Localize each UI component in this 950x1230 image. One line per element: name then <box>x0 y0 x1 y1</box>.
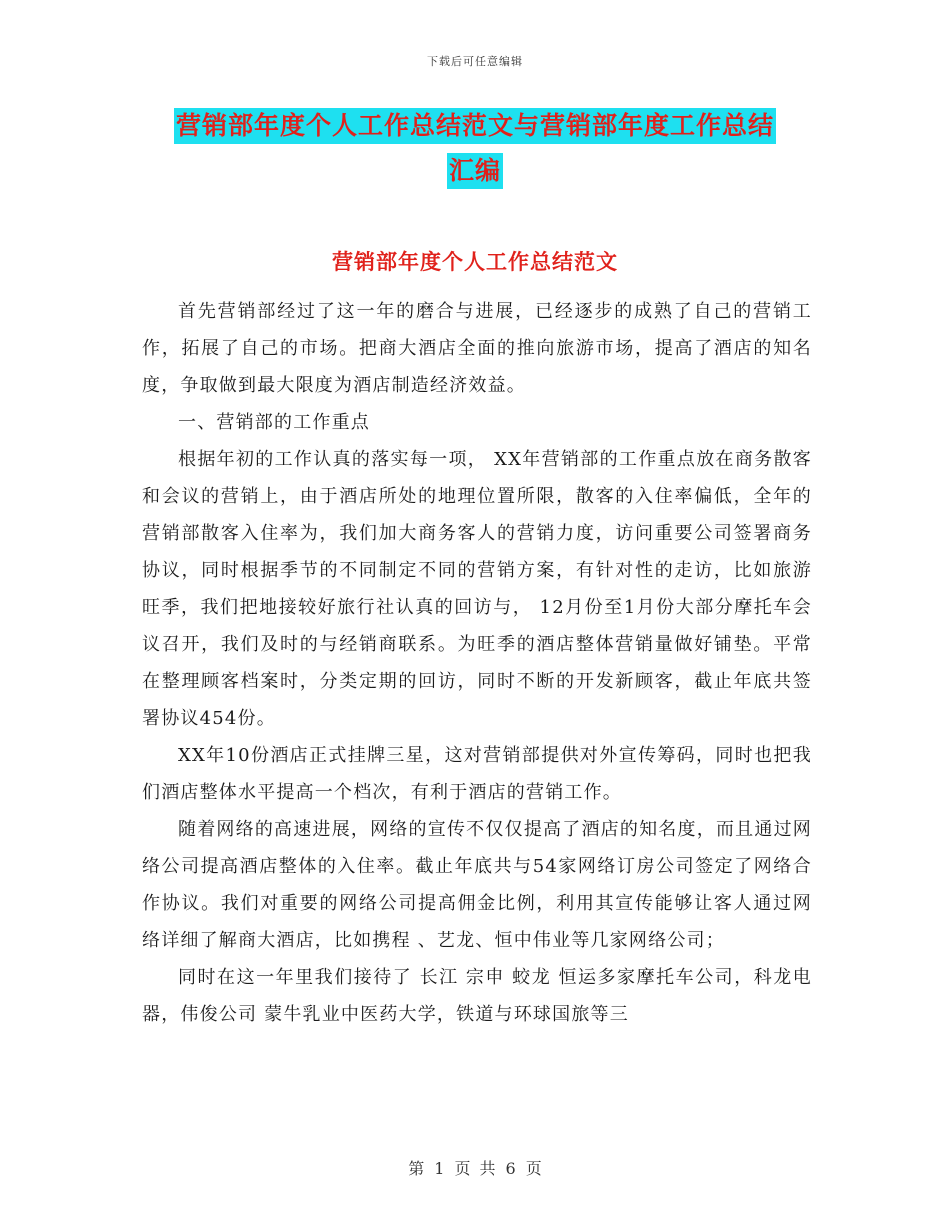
current-page-number: 1 <box>434 1159 445 1178</box>
total-pages-number: 6 <box>505 1159 516 1178</box>
paragraph-intro: 首先营销部经过了这一年的磨合与进展，已经逐步的成熟了自己的营销工作，拓展了自己的市场。把商大酒店全面的推向旅游市场，提高了酒店的知名度，争取做到最大限度为酒店制造经济效益。 <box>142 301 812 396</box>
paragraph-reception: 同时在这一年里我们接待了 长江 宗申 蛟龙 恒运多家摩托车公司，科龙电器，伟俊公司 蒙牛乳业中医药大学，铁道与环球国旅等三 <box>142 967 812 1025</box>
footer-prefix: 第 <box>408 1159 425 1178</box>
paragraph-three-star: XX年10份酒店正式挂牌三星，这对营销部提供对外宣传筹码，同时也把我们酒店整体水平提高一个档次，有利于酒店的营销工作。 <box>142 745 812 803</box>
paragraph-work-focus: 根据年初的工作认真的落实每一项， XX年营销部的工作重点放在商务散客和会议的营销上，由于酒店所处的地理位置所限，散客的入住率偏低，全年的营销部散客入住率为，我们加大商务客人的营销力度，访问重要公司签署商务协议，同时根据季节的不同制定不同的营销方案，有针对性的走访，比如旅游旺季，我们把地接较好旅行社认真的回访与， 12月份至1月份大部分摩托车会议召开，我们及时的与经销商联系。为旺季的酒店整体营销量做好铺垫。平常在整理顾客档案时，分类定期的回访，同时不断的开发新顾客，截止年底共签署协议454份。 <box>142 449 812 729</box>
document-title <box>0 108 950 189</box>
footer-suffix: 页 <box>525 1159 542 1178</box>
page-footer <box>0 1156 950 1179</box>
page-header-note: 下载后可任意编辑 <box>427 55 523 68</box>
paragraph-subheading: 一、营销部的工作重点 <box>178 412 370 433</box>
footer-middle: 页 共 <box>454 1159 496 1178</box>
section-heading: 营销部年度个人工作总结范文 <box>332 249 618 274</box>
title-line-2: 汇编 <box>447 153 503 189</box>
document-body <box>142 293 812 1033</box>
paragraph-network: 随着网络的高速进展，网络的宣传不仅仅提高了酒店的知名度，而且通过网络公司提高酒店整体的入住率。截止年底共与54家网络订房公司签定了网络合作协议。我们对重要的网络公司提高佣金比例，利用其宣传能够让客人通过网络详细了解商大酒店，比如携程 、艺龙、恒中伟业等几家网络公司； <box>142 819 812 951</box>
title-line-1: 营销部年度个人工作总结范文与营销部年度工作总结 <box>174 108 776 144</box>
